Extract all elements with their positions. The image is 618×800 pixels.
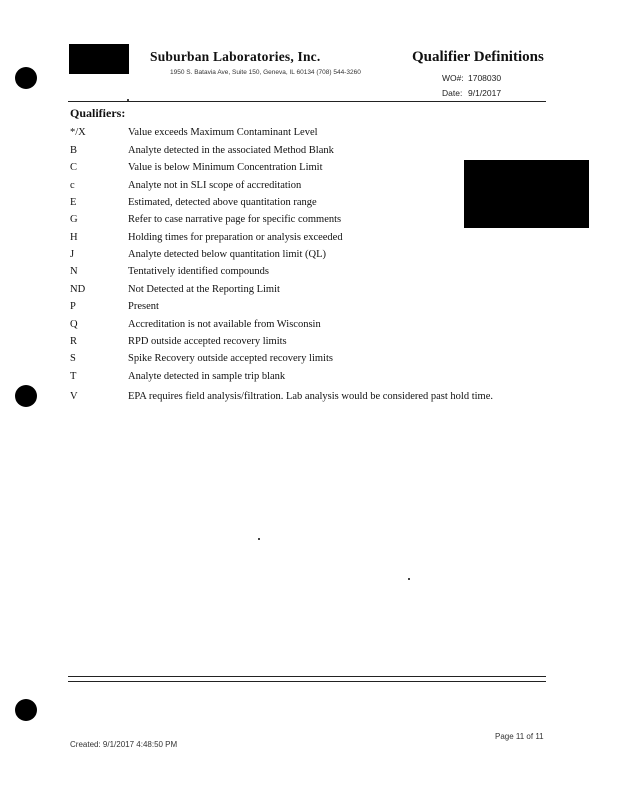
qualifier-description: RPD outside accepted recovery limits: [128, 336, 287, 347]
qualifier-code: V: [70, 391, 78, 402]
report-date: 9/1/2017: [468, 88, 502, 98]
footer-divider-secondary: [68, 681, 546, 682]
qualifier-description: Spike Recovery outside accepted recovery limits: [128, 353, 333, 364]
qualifier-code: T: [70, 371, 77, 382]
header-divider: [68, 101, 546, 102]
wo-label: WO#:: [442, 73, 464, 83]
qualifier-code: R: [70, 336, 78, 347]
qualifier-description: Present: [128, 301, 159, 312]
qualifier-description: Analyte not in SLI scope of accreditation: [128, 180, 302, 191]
qualifier-description: Tentatively identified compounds: [128, 266, 269, 277]
punch-hole-bottom: [15, 699, 37, 721]
wo-number: 1708030: [468, 73, 502, 83]
qualifier-code: */X: [70, 127, 86, 138]
lab-name: Suburban Laboratories, Inc.: [150, 49, 321, 64]
scan-speck: [258, 538, 260, 540]
qualifier-code: H: [70, 232, 78, 243]
qualifier-description: Estimated, detected above quantitation range: [128, 197, 317, 208]
qualifier-code: ND: [70, 284, 86, 295]
qualifier-description: Value is below Minimum Concentration Limit: [128, 162, 323, 173]
punch-hole-middle: [15, 385, 37, 407]
scan-speck: [408, 578, 410, 580]
qualifier-code: C: [70, 162, 78, 173]
lab-address: 1950 S. Batavia Ave, Suite 150, Geneva, IL 60134 (708) 544-3260: [170, 69, 361, 76]
qualifier-description: Analyte detected in the associated Method Blank: [128, 145, 334, 156]
scan-speck: [127, 99, 129, 101]
redacted-block: [464, 160, 589, 228]
created-timestamp: Created: 9/1/2017 4:48:50 PM: [70, 740, 178, 749]
qualifier-code: Q: [70, 319, 78, 330]
qualifier-description: Holding times for preparation or analysis exceeded: [128, 232, 343, 243]
qualifier-code: c: [70, 180, 75, 191]
qualifier-code: G: [70, 214, 78, 225]
document-title: Qualifier Definitions: [412, 49, 544, 65]
qualifier-description: Accreditation is not available from Wisconsin: [128, 319, 321, 330]
punch-hole-top: [15, 67, 37, 89]
qualifier-description: Refer to case narrative page for specific comments: [128, 214, 342, 225]
qualifier-code: S: [70, 353, 76, 364]
qualifier-description: Analyte detected below quantitation limit (QL): [128, 249, 326, 260]
qualifier-description: EPA requires field analysis/filtration. Lab analysis would be considered past hold time.: [128, 391, 493, 402]
qualifier-code: J: [70, 249, 75, 260]
date-label: Date:: [442, 88, 463, 98]
qualifier-description: Analyte detected in sample trip blank: [128, 371, 286, 382]
redacted-logo: [69, 44, 129, 74]
footer-divider: [68, 676, 546, 677]
qualifier-code: B: [70, 145, 78, 156]
qualifier-code: N: [70, 266, 78, 277]
qualifier-description: Not Detected at the Reporting Limit: [128, 284, 280, 295]
qualifier-description: Value exceeds Maximum Contaminant Level: [128, 127, 318, 138]
page-number: Page 11 of 11: [495, 732, 544, 741]
qualifier-code: P: [70, 301, 76, 312]
qualifier-code: E: [70, 197, 77, 208]
qualifiers-heading: Qualifiers:: [70, 106, 126, 120]
